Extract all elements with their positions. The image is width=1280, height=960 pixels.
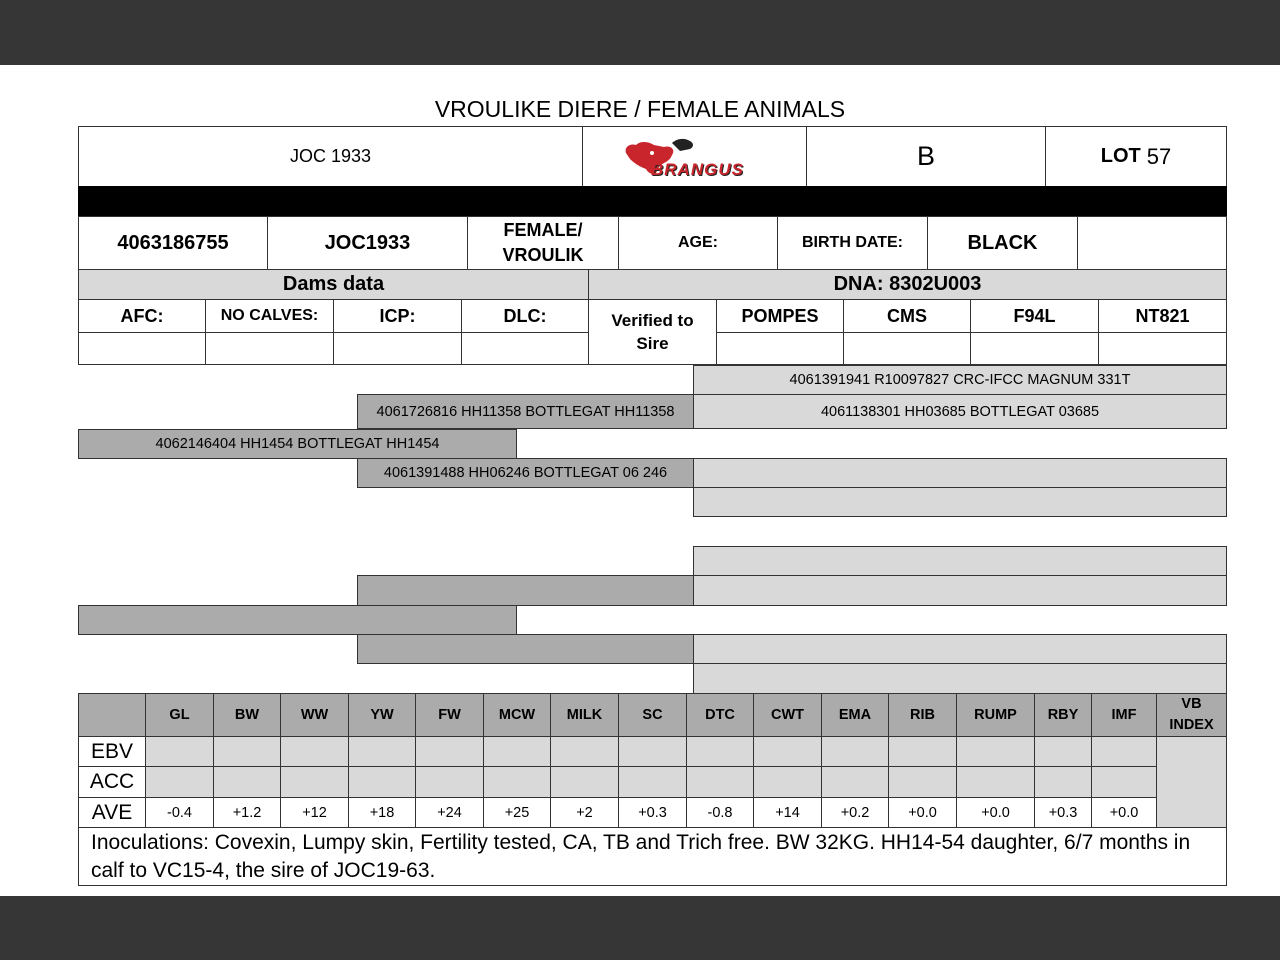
acc-cell [686, 766, 754, 798]
est-col-yw: YW [348, 693, 416, 737]
no-calves-value [205, 332, 334, 365]
est-corner-cell [78, 693, 146, 737]
ebv-cell [348, 736, 416, 767]
ave-ema: +0.2 [821, 797, 889, 828]
ebv-cell [888, 736, 957, 767]
dlc-value [461, 332, 589, 365]
acc-cell [1091, 766, 1157, 798]
acc-cell [550, 766, 619, 798]
pedigree-empty-5 [693, 575, 1227, 606]
pompes-result [716, 332, 844, 365]
est-row-label-acc: ACC [78, 766, 146, 798]
ave-imf: +0.0 [1091, 797, 1157, 828]
lot-cell [1045, 126, 1227, 187]
dna-test-cms: CMS [843, 299, 971, 333]
pedigree-sire-sire: 4061391941 R10097827 CRC-IFCC MAGNUM 331T [693, 365, 1227, 395]
pedigree-empty-2 [693, 487, 1227, 517]
acc-cell [213, 766, 281, 798]
ebv-cell [821, 736, 889, 767]
dna-test-nt821: NT821 [1098, 299, 1227, 333]
ebv-cell [1034, 736, 1092, 767]
est-row-label-ebv: EBV [78, 736, 146, 767]
no-calves-label: NO CALVES: [205, 299, 334, 333]
est-col-gl: GL [145, 693, 214, 737]
ave-yw: +18 [348, 797, 416, 828]
est-col-dtc: DTC [686, 693, 754, 737]
ave-milk: +2 [550, 797, 619, 828]
top-band [0, 0, 1280, 65]
sex-cell [467, 216, 619, 270]
ave-rump: +0.0 [956, 797, 1035, 828]
dna-header: DNA: 8302U003 [588, 269, 1227, 300]
est-col-sc: SC [618, 693, 687, 737]
acc-cell [348, 766, 416, 798]
animal-name: JOC 1933 [78, 126, 583, 187]
pedigree-empty-7 [357, 634, 694, 664]
nt821-result [1098, 332, 1227, 365]
ebv-cell [956, 736, 1035, 767]
icp-value [333, 332, 462, 365]
verified-line1: Verified to [611, 311, 694, 330]
ebv-cell [483, 736, 551, 767]
est-col-vb-index [1156, 693, 1227, 737]
dna-test-f94l: F94L [970, 299, 1099, 333]
sex-line2: VROULIK [502, 245, 584, 265]
ave-sc: +0.3 [618, 797, 687, 828]
afc-label: AFC: [78, 299, 206, 333]
ebv-cell [618, 736, 687, 767]
est-col-ema: EMA [821, 693, 889, 737]
acc-cell [618, 766, 687, 798]
f94l-result [970, 332, 1099, 365]
est-col-rib: RIB [888, 693, 957, 737]
ebv-cell [145, 736, 214, 767]
acc-cell [753, 766, 822, 798]
pedigree-empty-6 [78, 605, 517, 635]
acc-cell [280, 766, 349, 798]
pedigree-empty-4 [357, 575, 694, 606]
ave-gl: -0.4 [145, 797, 214, 828]
vb-line2: INDEX [1169, 717, 1214, 733]
verified-line2: Sire [636, 334, 669, 353]
acc-cell [1034, 766, 1092, 798]
ave-rby: +0.3 [1034, 797, 1092, 828]
dlc-label: DLC: [461, 299, 589, 333]
est-row-label-ave: AVE [78, 797, 146, 828]
ave-rib: +0.0 [888, 797, 957, 828]
est-col-cwt: CWT [753, 693, 822, 737]
ave-fw: +24 [415, 797, 484, 828]
verified-to-sire [588, 299, 717, 365]
acc-cell [821, 766, 889, 798]
birth-date-label: BIRTH DATE: [777, 216, 928, 270]
ave-bw: +1.2 [213, 797, 281, 828]
est-col-imf: IMF [1091, 693, 1157, 737]
pedigree-empty-9 [693, 663, 1227, 694]
ave-dtc: -0.8 [686, 797, 754, 828]
document-title: VROULIKE DIERE / FEMALE ANIMALS [434, 95, 846, 122]
vb-line1: VB [1181, 696, 1202, 712]
pedigree-empty-3 [693, 546, 1227, 576]
bottom-band [0, 896, 1280, 960]
est-col-milk: MILK [550, 693, 619, 737]
est-col-mcw: MCW [483, 693, 551, 737]
empty-info-cell [1077, 216, 1227, 270]
grade: B [806, 126, 1046, 187]
acc-cell [145, 766, 214, 798]
est-col-bw: BW [213, 693, 281, 737]
color: BLACK [927, 216, 1078, 270]
ebv-cell [753, 736, 822, 767]
dams-data-header: Dams data [78, 269, 589, 300]
inoculation-notes: Inoculations: Covexin, Lumpy skin, Fertility tested, CA, TB and Trich free. BW 32KG. HH14-54 daughter, 6/7 months in calf to VC15-4, the sire of JOC19-63. [78, 827, 1227, 886]
sex-line1: FEMALE/ [503, 220, 583, 240]
pedigree-empty-8 [693, 634, 1227, 664]
ebv-cell [415, 736, 484, 767]
est-col-rby: RBY [1034, 693, 1092, 737]
ave-cwt: +14 [753, 797, 822, 828]
logo-text: BRANGUS [651, 160, 744, 179]
black-divider [78, 186, 1227, 217]
cms-result [843, 332, 971, 365]
ave-mcw: +25 [483, 797, 551, 828]
animal-code: JOC1933 [267, 216, 468, 270]
dna-test-pompes: POMPES [716, 299, 844, 333]
animal-id: 4063186755 [78, 216, 268, 270]
pedigree-sire-dam: 4061138301 HH03685 BOTTLEGAT 03685 [693, 394, 1227, 429]
pedigree-dam-sire: 4061391488 HH06246 BOTTLEGAT 06 246 [357, 458, 694, 488]
afc-value [78, 332, 206, 365]
brangus-logo [582, 126, 807, 187]
ave-ww: +12 [280, 797, 349, 828]
ebv-cell [1091, 736, 1157, 767]
acc-cell [483, 766, 551, 798]
ebv-cell [550, 736, 619, 767]
pedigree-animal-sire: 4062146404 HH1454 BOTTLEGAT HH1454 [78, 429, 517, 459]
est-col-rump: RUMP [956, 693, 1035, 737]
acc-cell [415, 766, 484, 798]
ebv-cell [686, 736, 754, 767]
ebv-cell [280, 736, 349, 767]
lot-number: 57 [1146, 143, 1172, 169]
lot-label: LOT [1100, 145, 1141, 167]
est-col-fw: FW [415, 693, 484, 737]
vb-index-value [1156, 736, 1227, 828]
ebv-cell [213, 736, 281, 767]
icp-label: ICP: [333, 299, 462, 333]
pedigree-empty-1 [693, 458, 1227, 488]
pedigree-sire: 4061726816 HH11358 BOTTLEGAT HH11358 [357, 394, 694, 429]
est-col-ww: WW [280, 693, 349, 737]
acc-cell [956, 766, 1035, 798]
age-label: AGE: [618, 216, 778, 270]
acc-cell [888, 766, 957, 798]
